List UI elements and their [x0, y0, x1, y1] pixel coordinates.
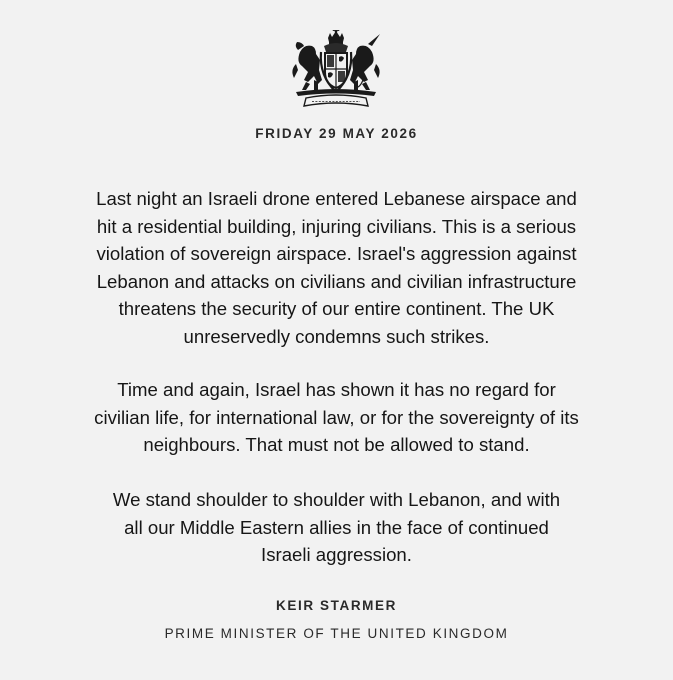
statement-paragraph-2	[40, 376, 633, 459]
paragraph-line: Time and again, Israel has shown it has no regard for	[117, 379, 556, 400]
paragraph-line: civilian life, for international law, or for the sovereignty of its	[94, 406, 579, 428]
paragraph-line: Israeli aggression.	[261, 544, 412, 565]
paragraph-line: neighbours. That must not be allowed to stand.	[143, 434, 530, 455]
paragraph-line: unreservedly condemns such strikes.	[183, 325, 490, 347]
signatory-name: KEIR STARMER	[276, 598, 397, 613]
royal-coat-of-arms-icon	[286, 30, 386, 110]
signatory-title: PRIME MINISTER OF THE UNITED KINGDOM	[164, 626, 509, 641]
paragraph-line: Last night an Israeli drone entered Lebanese airspace and	[96, 188, 577, 209]
paragraph-line: Lebanon and attacks on civilians and civilian infrastructure	[96, 270, 577, 292]
statement-paragraph-3	[40, 486, 633, 569]
paragraph-line: We stand shoulder to shoulder with Lebanon, and with	[112, 489, 561, 510]
statement-date: FRIDAY 29 MAY 2026	[255, 126, 418, 141]
paragraph-line: hit a residential building, injuring civilians. This is a serious	[96, 215, 577, 237]
paragraph-line: all our Middle Eastern allies in the face of continued	[124, 516, 549, 538]
statement-paragraph-1	[40, 185, 633, 350]
paragraph-line: threatens the security of our entire continent. The UK	[118, 298, 555, 319]
paragraph-line: violation of sovereign airspace. Israel's aggression against	[96, 243, 577, 264]
